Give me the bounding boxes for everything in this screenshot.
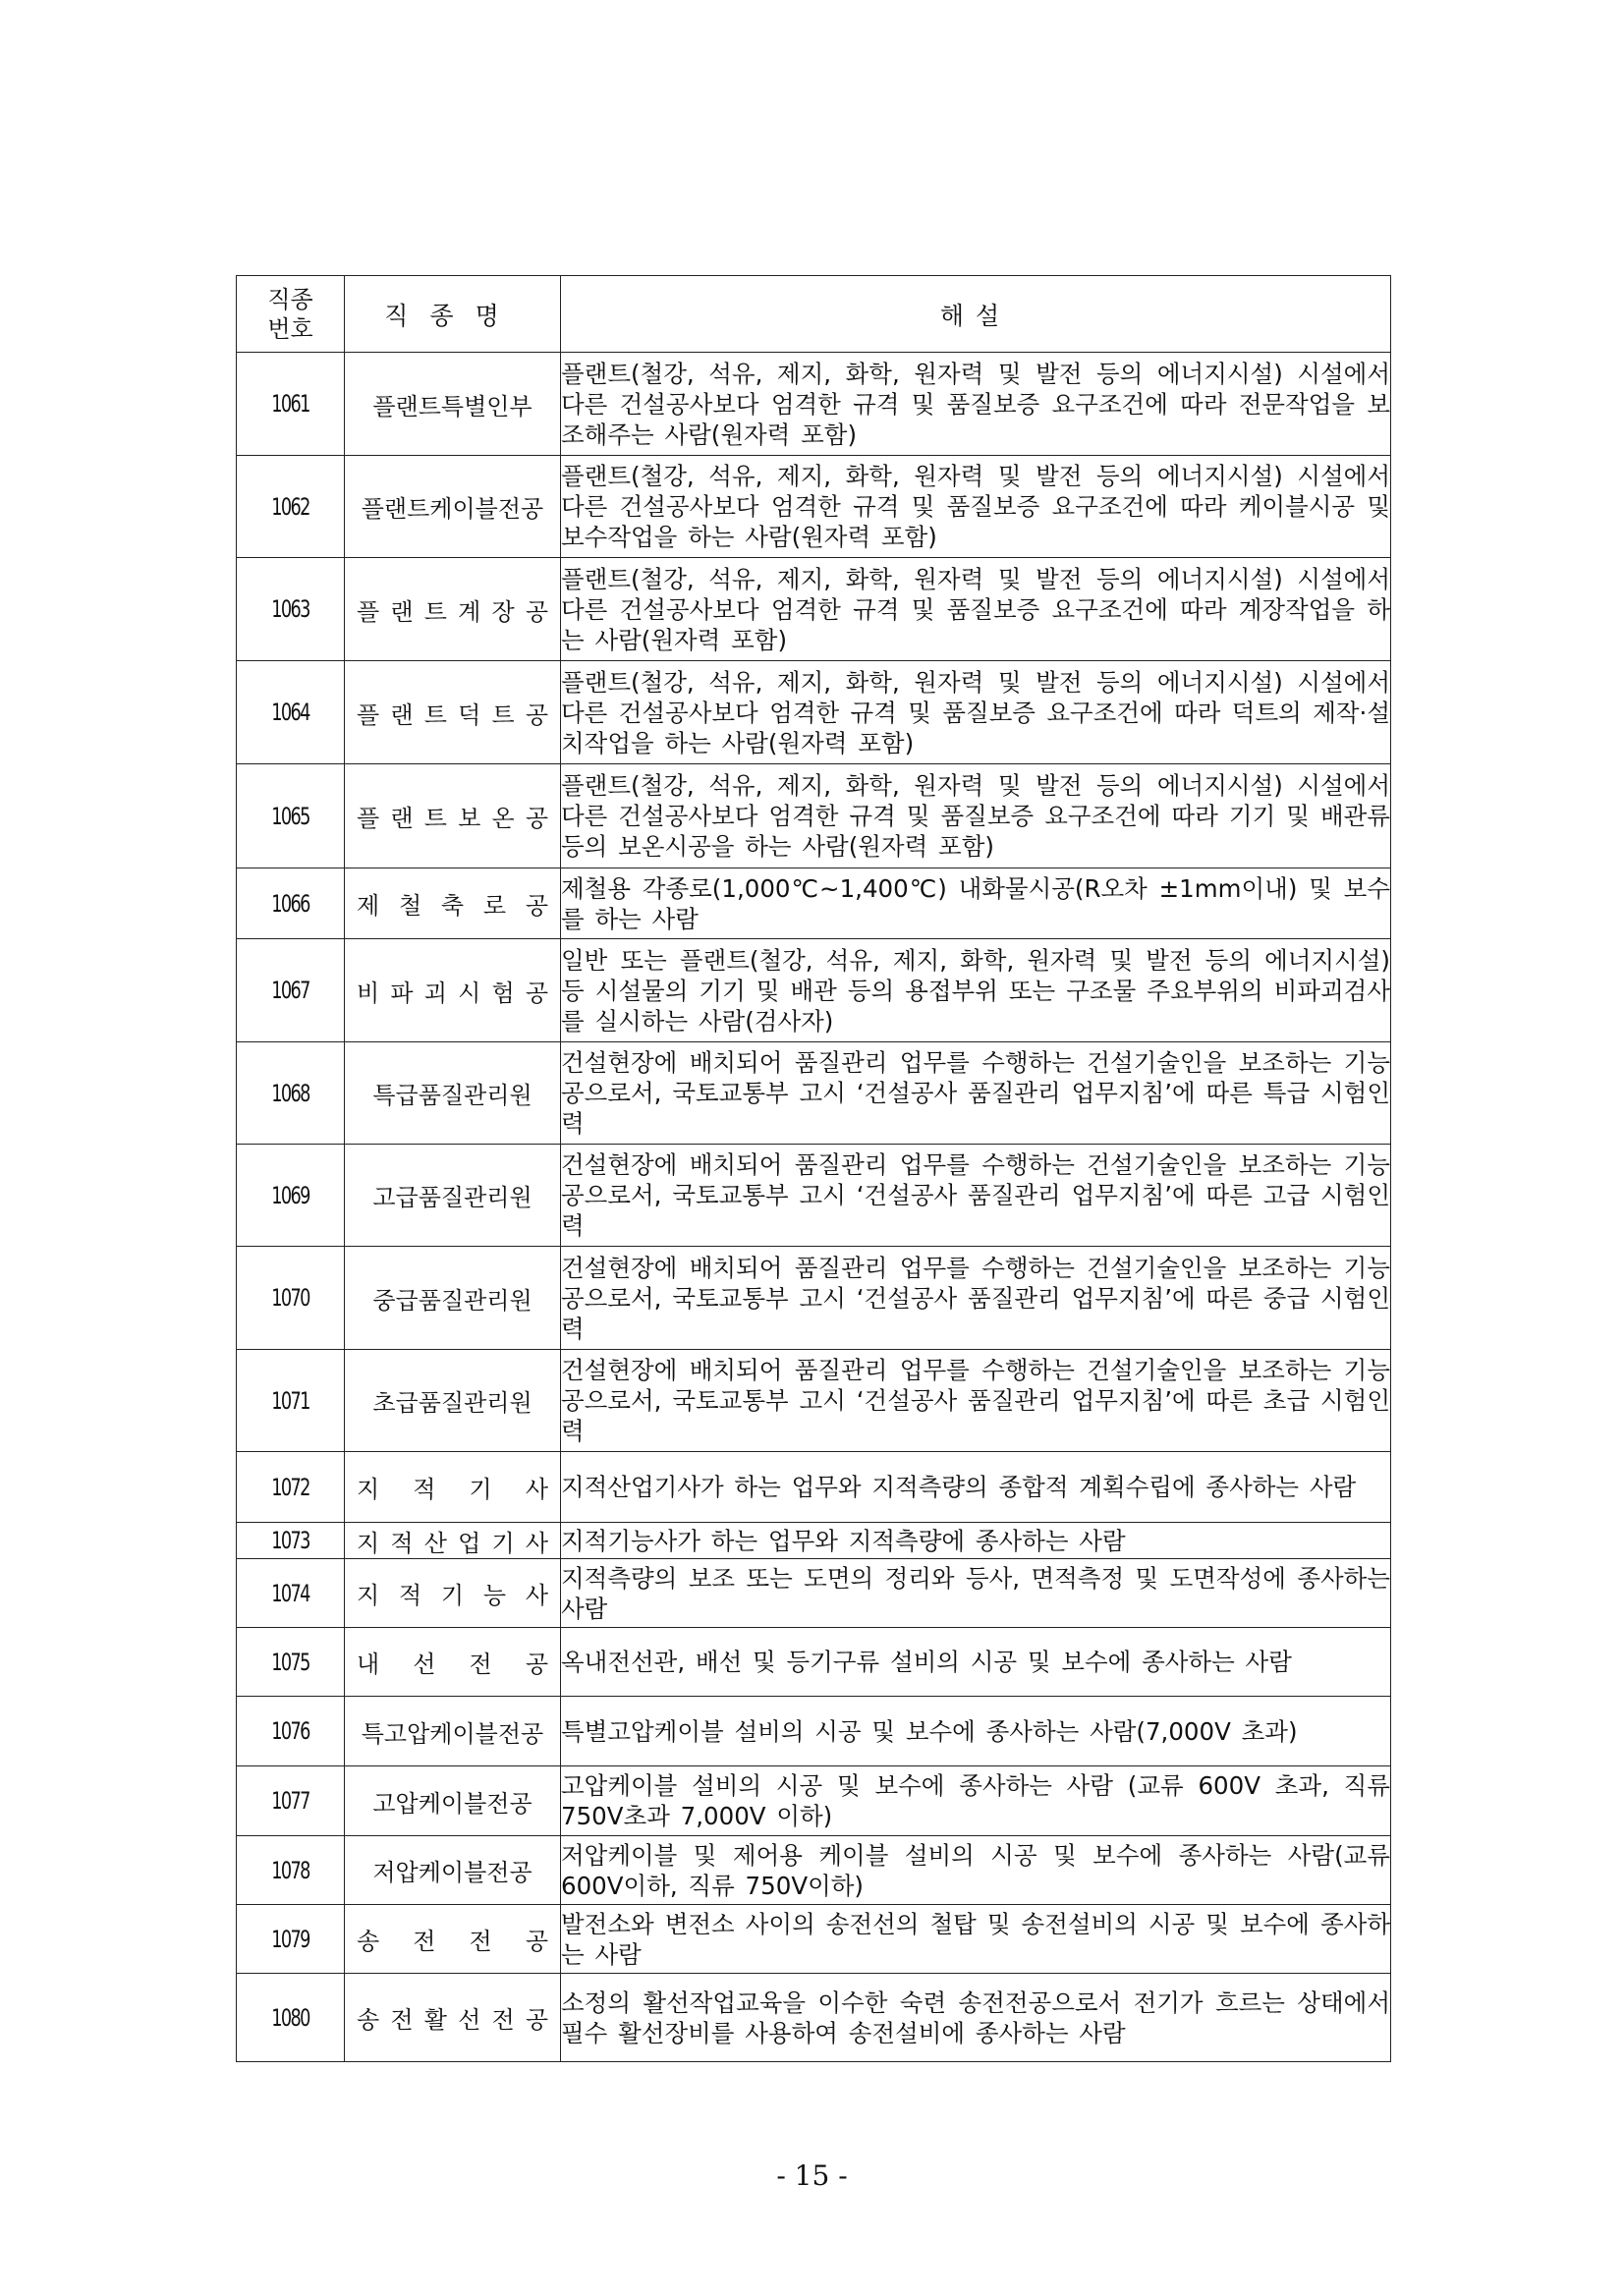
job-description: 저압케이블 및 제어용 케이블 설비의 시공 및 보수에 종사하는 사람(교류 600V이하, 직류 750V이하) (561, 1836, 1391, 1905)
job-code: 1070 (271, 1284, 309, 1312)
table-row (237, 558, 1391, 661)
job-code-cell (237, 1628, 345, 1697)
job-description: 제철용 각종로(1,000℃~1,400℃) 내화물시공(R오차 ±1mm이내) 및 보수를 하는 사람 (561, 868, 1391, 939)
job-code: 1075 (271, 1648, 309, 1676)
table-row (237, 353, 1391, 456)
table-row (237, 1628, 1391, 1697)
job-description: 플랜트(철강, 석유, 제지, 화학, 원자력 및 발전 등의 에너지시설) 시설에서 다른 건설공사보다 엄격한 규격 및 품질보증 요구조건에 따라 케이블시공 및 보수작업을 하는 사람(원자력 포함) (561, 456, 1391, 558)
table-row (237, 1697, 1391, 1766)
job-description: 일반 또는 플랜트(철강, 석유, 제지, 화학, 원자력 및 발전 등의 에너지시설) 등 시설물의 기기 및 배관 등의 용접부위 또는 구조물 주요부위의 비파괴검사를 실시하는 사람(검사자) (561, 939, 1391, 1042)
job-code: 1080 (271, 2003, 309, 2032)
job-name: 비 파 괴 시 험 공 (345, 939, 561, 1042)
job-code: 1074 (271, 1579, 309, 1607)
job-name: 고급품질관리원 (345, 1145, 561, 1247)
job-name: 지 적 기 사 (345, 1452, 561, 1523)
job-code: 1073 (271, 1527, 309, 1554)
job-code: 1079 (271, 1925, 309, 1953)
job-description: 발전소와 변전소 사이의 송전선의 철탑 및 송전설비의 시공 및 보수에 종사하는 사람 (561, 1905, 1391, 1974)
job-code-cell (237, 1350, 345, 1452)
job-code: 1069 (271, 1181, 309, 1209)
job-code-cell (237, 1452, 345, 1523)
job-category-table (236, 275, 1391, 2062)
header-description: 해설 (561, 276, 1391, 353)
job-code-cell (237, 1905, 345, 1974)
job-code-cell (237, 1974, 345, 2062)
job-code: 1072 (271, 1473, 309, 1501)
job-name: 고압케이블전공 (345, 1766, 561, 1836)
job-code-cell (237, 1836, 345, 1905)
job-code: 1071 (271, 1386, 309, 1415)
job-code-cell (237, 764, 345, 868)
job-code-cell (237, 1766, 345, 1836)
job-description: 플랜트(철강, 석유, 제지, 화학, 원자력 및 발전 등의 에너지시설) 시설에서 다른 건설공사보다 엄격한 규격 및 품질보증 요구조건에 따라 전문작업을 보조해주는 사람(원자력 포함) (561, 353, 1391, 456)
job-name: 내 선 전 공 (345, 1628, 561, 1697)
job-name: 플 랜 트 보 온 공 (345, 764, 561, 868)
job-description: 소정의 활선작업교육을 이수한 숙련 송전전공으로서 전기가 흐르는 상태에서 필수 활선장비를 사용하여 송전설비에 종사하는 사람 (561, 1974, 1391, 2062)
table-row (237, 764, 1391, 868)
job-code: 1067 (271, 977, 309, 1004)
job-code: 1062 (271, 492, 309, 521)
job-code: 1068 (271, 1079, 309, 1107)
table-row (237, 1350, 1391, 1452)
job-name: 송 전 활 선 전 공 (345, 1974, 561, 2062)
header-job-name: 직종명 (345, 276, 561, 353)
table-row (237, 1974, 1391, 2062)
job-description: 건설현장에 배치되어 품질관리 업무를 수행하는 건설기술인을 보조하는 기능공으로서, 국토교통부 고시 ‘건설공사 품질관리 업무지침’에 따른 초급 시험인력 (561, 1350, 1391, 1452)
job-name: 플랜트케이블전공 (345, 456, 561, 558)
table-row (237, 1836, 1391, 1905)
job-description: 플랜트(철강, 석유, 제지, 화학, 원자력 및 발전 등의 에너지시설) 시설에서 다른 건설공사보다 엄격한 규격 및 품질보증 요구조건에 따라 계장작업을 하는 사람(원자력 포함) (561, 558, 1391, 661)
table-row (237, 1042, 1391, 1145)
job-description: 플랜트(철강, 석유, 제지, 화학, 원자력 및 발전 등의 에너지시설) 시설에서 다른 건설공사보다 엄격한 규격 및 품질보증 요구조건에 따라 덕트의 제작·설치작업을 하는 사람(원자력 포함) (561, 661, 1391, 764)
job-name: 특급품질관리원 (345, 1042, 561, 1145)
table-row (237, 1523, 1391, 1559)
table-row (237, 1145, 1391, 1247)
table-row (237, 939, 1391, 1042)
table-row (237, 1766, 1391, 1836)
job-description: 옥내전선관, 배선 및 등기구류 설비의 시공 및 보수에 종사하는 사람 (561, 1628, 1391, 1697)
job-code-cell (237, 661, 345, 764)
job-description: 지적산업기사가 하는 업무와 지적측량의 종합적 계획수립에 종사하는 사람 (561, 1452, 1391, 1523)
job-code-cell (237, 456, 345, 558)
job-code-cell (237, 353, 345, 456)
job-code: 1061 (271, 390, 309, 418)
job-name: 저압케이블전공 (345, 1836, 561, 1905)
job-name: 송 전 전 공 (345, 1905, 561, 1974)
header-job-code-line1: 직종 (267, 285, 313, 313)
job-code: 1065 (271, 802, 309, 830)
job-code: 1066 (271, 889, 309, 918)
table-row (237, 1559, 1391, 1628)
job-code: 1077 (271, 1787, 309, 1815)
table-row (237, 868, 1391, 939)
job-name: 플 랜 트 계 장 공 (345, 558, 561, 661)
job-name: 플 랜 트 덕 트 공 (345, 661, 561, 764)
job-description: 고압케이블 설비의 시공 및 보수에 종사하는 사람 (교류 600V 초과, 직류 750V초과 7,000V 이하) (561, 1766, 1391, 1836)
table-header-row (237, 276, 1391, 353)
job-name: 초급품질관리원 (345, 1350, 561, 1452)
job-code: 1063 (271, 595, 309, 623)
job-code: 1078 (271, 1856, 309, 1884)
job-code-cell (237, 1523, 345, 1559)
job-code-cell (237, 1042, 345, 1145)
job-description: 건설현장에 배치되어 품질관리 업무를 수행하는 건설기술인을 보조하는 기능공으로서, 국토교통부 고시 ‘건설공사 품질관리 업무지침’에 따른 중급 시험인력 (561, 1247, 1391, 1350)
job-description: 지적기능사가 하는 업무와 지적측량에 종사하는 사람 (561, 1523, 1391, 1559)
job-name: 제 철 축 로 공 (345, 868, 561, 939)
table-body (237, 353, 1391, 2062)
job-name: 중급품질관리원 (345, 1247, 561, 1350)
table-row (237, 1247, 1391, 1350)
job-code-cell (237, 558, 345, 661)
job-description: 플랜트(철강, 석유, 제지, 화학, 원자력 및 발전 등의 에너지시설) 시설에서 다른 건설공사보다 엄격한 규격 및 품질보증 요구조건에 따라 기기 및 배관류 등의 보온시공을 하는 사람(원자력 포함) (561, 764, 1391, 868)
job-code: 1064 (271, 699, 309, 726)
table-row (237, 661, 1391, 764)
header-job-code (237, 276, 345, 353)
table-row (237, 1905, 1391, 1974)
job-description: 건설현장에 배치되어 품질관리 업무를 수행하는 건설기술인을 보조하는 기능공으로서, 국토교통부 고시 ‘건설공사 품질관리 업무지침’에 따른 고급 시험인력 (561, 1145, 1391, 1247)
job-description: 건설현장에 배치되어 품질관리 업무를 수행하는 건설기술인을 보조하는 기능공으로서, 국토교통부 고시 ‘건설공사 품질관리 업무지침’에 따른 특급 시험인력 (561, 1042, 1391, 1145)
job-description: 지적측량의 보조 또는 도면의 정리와 등사, 면적측정 및 도면작성에 종사하는 사람 (561, 1559, 1391, 1628)
job-code-cell (237, 1247, 345, 1350)
job-name: 특고압케이블전공 (345, 1697, 561, 1766)
job-code-cell (237, 1697, 345, 1766)
job-name: 플랜트특별인부 (345, 353, 561, 456)
table-row (237, 1452, 1391, 1523)
job-name: 지 적 기 능 사 (345, 1559, 561, 1628)
job-code-cell (237, 1145, 345, 1247)
job-code-cell (237, 868, 345, 939)
job-name: 지 적 산 업 기 사 (345, 1523, 561, 1559)
job-description: 특별고압케이블 설비의 시공 및 보수에 종사하는 사람(7,000V 초과) (561, 1697, 1391, 1766)
job-code-cell (237, 939, 345, 1042)
job-code-cell (237, 1559, 345, 1628)
job-code: 1076 (271, 1717, 309, 1745)
page-number: - 15 - (776, 2159, 848, 2192)
header-job-code-line2: 번호 (267, 314, 313, 343)
table-row (237, 456, 1391, 558)
